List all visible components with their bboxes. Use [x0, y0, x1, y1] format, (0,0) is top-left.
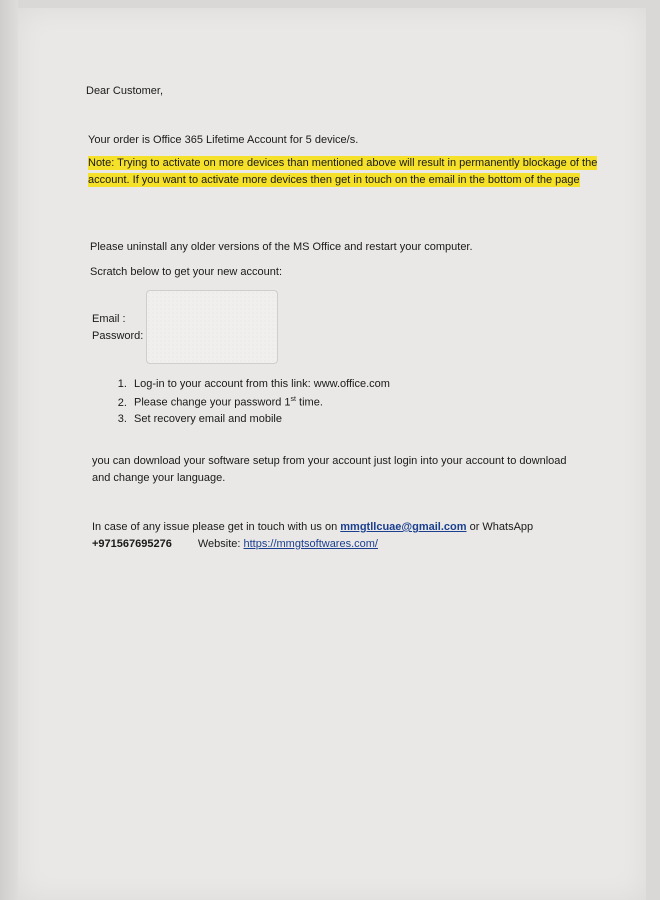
password-label: Password: [92, 330, 144, 342]
greeting: Dear Customer, [86, 85, 164, 97]
uninstall-line: Please uninstall any older versions of the MS Office and restart your computer. [90, 241, 473, 253]
page-edge [0, 0, 18, 900]
scratch-instruction: Scratch below to get your new account: [90, 266, 282, 278]
step-item: 1. Log-in to your account from this link: www.office.com [130, 376, 390, 392]
step-item: 2. Please change your password 1st time. [130, 392, 390, 411]
letter-paper [18, 8, 646, 900]
highlighted-note [88, 155, 608, 189]
email-label: Email : [92, 313, 126, 325]
website-link[interactable]: https://mmgtsoftwares.com/ [243, 538, 378, 550]
scratch-panel[interactable] [146, 290, 278, 364]
steps-list [104, 376, 390, 427]
contact-paragraph: In case of any issue please get in touch with us on mmgtllcuae@gmail.com or WhatsApp +971567695276 Website: https://mmgtsoftwares.com/ [92, 521, 534, 550]
website-label: Website: [197, 538, 244, 550]
step-item: 3. Set recovery email and mobile [130, 411, 390, 427]
contact-email-link[interactable]: mmgtllcuae@gmail.com [340, 521, 467, 533]
note-text: Note: Trying to activate on more devices than mentioned above will result in permanently blockage of the account. If you want to activate more devices then get in touch on the email in the bottom of the page [88, 157, 598, 186]
order-line: Your order is Office 365 Lifetime Account for 5 device/s. [88, 134, 359, 146]
download-paragraph: you can download your software setup from your account just login into your account to download and change your language. [92, 455, 567, 484]
whatsapp-number: +971567695276 [92, 538, 172, 550]
